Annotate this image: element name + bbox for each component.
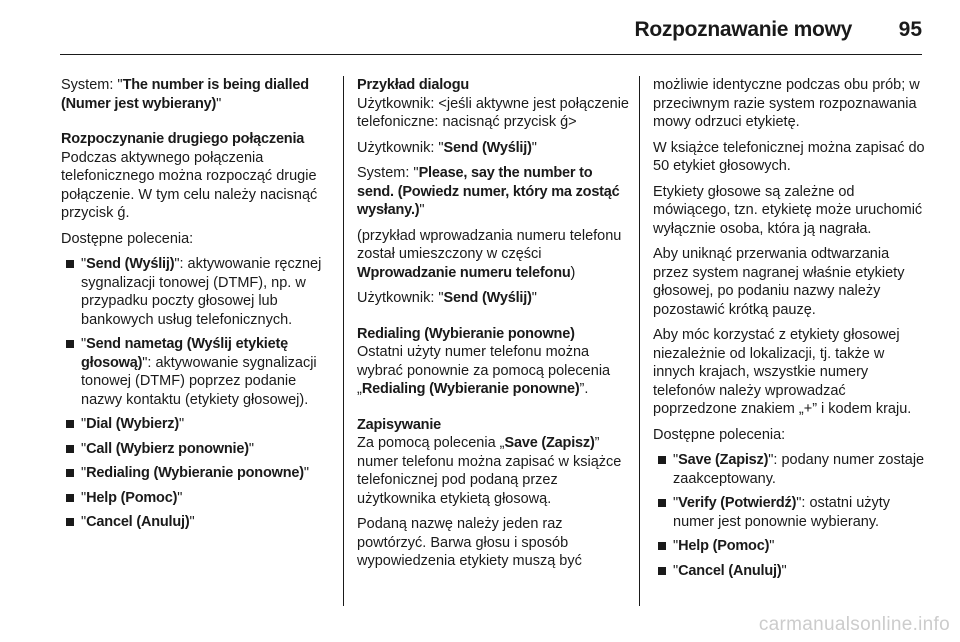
save-text-2: Podaną nazwę należy jeden raz powtórzyć. Barwa głosu i sposób wypowiedzenia etykiety muszą być [357,516,582,569]
bullet-icon [658,567,666,575]
dialog-user-3: Użytkownik: "Send (Wyślij)" [357,290,537,306]
list-item: "Cancel (Anuluj)" [61,513,333,532]
paragraph: Aby móc korzystać z etykiety głosowej niezależnie od lokalizacji, tj. także w innych krajach, wszystkie numery telefonów należy wprowadzać poprzedzone znakiem „+” i kodem kraju. [653,327,912,417]
phone-button-icon: ǵ [560,114,569,130]
watermark: carmanualsonline.info [758,614,950,635]
redial-heading: Redialing (Wybieranie ponowne) [357,325,575,342]
column-3 [653,76,925,586]
list-item: "Send (Wyślij)": aktywowanie ręcznej sygnalizacji tonowej (DTMF), np. w przypadku poczty głosowej lub bankowych usług telefonicznych. [61,255,333,329]
list-item: "Dial (Wybierz)" [61,415,333,434]
list-item: "Send nametag (Wyślij etykietę głosową)": aktywowanie sygnalizacji tonowej (DTMF) poprzez podanie nazwy kontaktu (etykiety głosowej). [61,335,333,409]
dialog-user-2: Użytkownik: "Send (Wyślij)" [357,139,537,156]
list-item: "Help (Pomoc)" [61,489,333,508]
paragraph: możliwie identyczne podczas obu prób; w przeciwnym razie system rozpoznawania mowy odrzuci etykietę. [653,77,920,130]
second-call-heading: Rozpoczynanie drugiego połączenia [61,131,305,147]
bullet-icon [658,542,666,550]
phone-button-icon: ǵ [117,205,126,221]
list-item: "Redialing (Wybieranie ponowne)" [61,464,333,483]
bullet-icon [66,420,74,428]
list-item: "Call (Wybierz ponownie)" [61,440,333,459]
column-2 [357,76,629,578]
page-header [0,0,960,60]
paragraph: W książce telefonicznej można zapisać do 50 etykiet głosowych. [653,139,925,174]
redial-text: Ostatni użyty numer telefonu można wybrać ponownie za pomocą polecenia „Redialing (Wybieranie ponowne)”. [357,344,611,397]
command-list [61,255,333,532]
save-text: Za pomocą polecenia „Save (Zapisz)” numer telefonu można zapisać w książce telefonicznej pod podaną przez użytkownika etykietą głosową. [357,435,622,507]
paragraph: Aby uniknąć przerwania odtwarzania przez system nagranej właśnie etykiety głosowej, po podaniu nazwy należy pozostawić krótką pauzę. [653,246,905,318]
bullet-icon [658,499,666,507]
header-divider [60,54,922,55]
dialog-system: System: "Please, say the number to send. (Powiedz numer, który ma zostąć wysłany.)" [357,165,620,218]
page-number: 95 [898,18,922,41]
system-response: System: "The number is being dialled (Numer jest wybierany)" [61,77,309,112]
available-commands-label: Dostępne polecenia: [653,426,786,443]
command-list [653,451,925,580]
bullet-icon [66,260,74,268]
dialog-user-1: Użytkownik: <jeśli aktywne jest połączenie telefoniczne: nacisnąć przycisk ǵ> [357,95,629,130]
list-item: "Help (Pomoc)" [653,537,925,556]
column-divider-1 [343,76,344,606]
save-heading: Zapisywanie [357,416,442,433]
column-1 [61,76,333,538]
dialog-example-note: (przykład wprowadzania numeru telefonu został umieszczony w części Wprowadzanie numeru telefonu) [357,227,622,281]
bullet-icon [66,518,74,526]
paragraph: Etykiety głosowe są zależne od mówiącego, tzn. etykietę może uruchomić wyłącznie osoba, która ją nagrała. [653,183,923,237]
page-title: Rozpoznawanie mowy [634,18,852,41]
list-item: "Cancel (Anuluj)" [653,562,925,581]
column-divider-2 [639,76,640,606]
bullet-icon [66,340,74,348]
bullet-icon [66,494,74,502]
bullet-icon [66,469,74,477]
dialog-example-heading: Przykład dialogu [357,77,470,93]
list-item: "Verify (Potwierdź)": ostatni użyty numer jest ponownie wybierany. [653,494,925,531]
list-item: "Save (Zapisz)": podany numer zostaje zaakceptowany. [653,451,925,488]
available-commands-label: Dostępne polecenia: [61,230,194,247]
bullet-icon [66,445,74,453]
second-call-text: Podczas aktywnego połączenia telefonicznego można rozpocząć drugie połączenie. W tym celu należy nacisnąć przycisk ǵ. [61,149,318,221]
bullet-icon [658,456,666,464]
